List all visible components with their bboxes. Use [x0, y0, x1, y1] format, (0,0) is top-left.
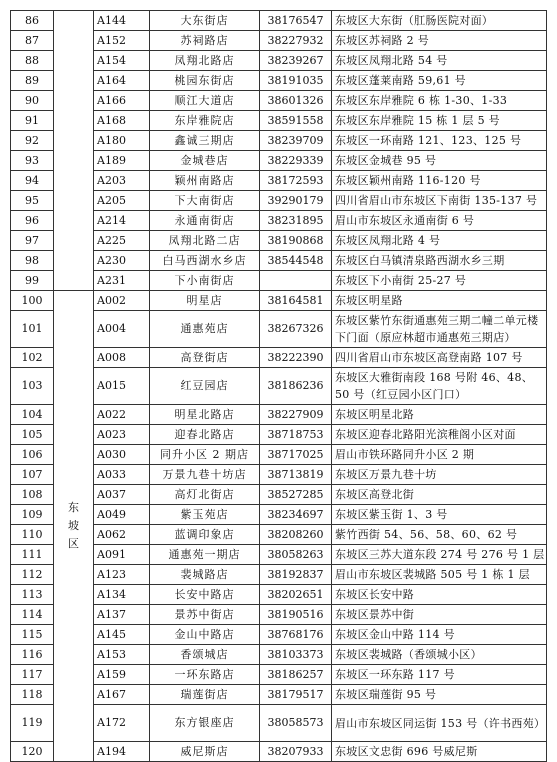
store-phone: 38239709 [260, 131, 332, 151]
store-code: A008 [94, 348, 150, 368]
row-index: 99 [11, 271, 54, 291]
row-index: 116 [11, 645, 54, 665]
store-code: A137 [94, 605, 150, 625]
store-address: 东坡区紫玉街 1、3 号 [332, 505, 547, 525]
store-phone: 38601326 [260, 91, 332, 111]
store-address: 紫竹西街 54、56、58、60、62 号 [332, 525, 547, 545]
row-index: 87 [11, 31, 54, 51]
store-code: A030 [94, 445, 150, 465]
row-index: 114 [11, 605, 54, 625]
store-code: A172 [94, 705, 150, 742]
district-cell-upper [54, 11, 94, 291]
row-index: 104 [11, 405, 54, 425]
store-code: A153 [94, 645, 150, 665]
store-phone: 39290179 [260, 191, 332, 211]
store-phone: 38234697 [260, 505, 332, 525]
store-code: A180 [94, 131, 150, 151]
row-index: 106 [11, 445, 54, 465]
store-address: 东坡区金城巷 95 号 [332, 151, 547, 171]
store-code: A037 [94, 485, 150, 505]
row-index: 109 [11, 505, 54, 525]
row-index: 96 [11, 211, 54, 231]
store-phone: 38208260 [260, 525, 332, 545]
store-address: 东坡区大东街（肛肠医院对面） [332, 11, 547, 31]
store-phone: 38231895 [260, 211, 332, 231]
store-address: 东坡区白马镇清泉路西湖水乡三期 [332, 251, 547, 271]
store-phone: 38172593 [260, 171, 332, 191]
store-table [10, 10, 547, 762]
row-index: 111 [11, 545, 54, 565]
district-cell [54, 291, 94, 762]
store-code: A167 [94, 685, 150, 705]
store-phone: 38718753 [260, 425, 332, 445]
store-address: 东坡区高登北街 [332, 485, 547, 505]
store-name: 一环东路店 [150, 665, 260, 685]
district-label: 东坡区 [68, 501, 79, 550]
store-address: 东坡区明星北路 [332, 405, 547, 425]
store-code: A023 [94, 425, 150, 445]
store-address: 眉山市铁环路同升小区 2 期 [332, 445, 547, 465]
row-index: 119 [11, 705, 54, 742]
row-index: 92 [11, 131, 54, 151]
store-address: 东坡区瑞莲街 95 号 [332, 685, 547, 705]
row-index: 95 [11, 191, 54, 211]
store-name: 下小南街店 [150, 271, 260, 291]
table-row [11, 11, 547, 31]
store-name: 明星店 [150, 291, 260, 311]
store-code: A166 [94, 91, 150, 111]
row-index: 105 [11, 425, 54, 445]
store-address: 眉山市东坡区永通南街 6 号 [332, 211, 547, 231]
row-index: 97 [11, 231, 54, 251]
store-phone: 38058263 [260, 545, 332, 565]
store-name: 瑞莲街店 [150, 685, 260, 705]
store-phone: 38713819 [260, 465, 332, 485]
store-name: 金城巷店 [150, 151, 260, 171]
store-code: A168 [94, 111, 150, 131]
store-phone [260, 271, 332, 291]
store-code: A230 [94, 251, 150, 271]
row-index: 88 [11, 51, 54, 71]
store-address: 东坡区凤翔北路 4 号 [332, 231, 547, 251]
store-code: A164 [94, 71, 150, 91]
store-address: 东坡区景苏中街 [332, 605, 547, 625]
store-address: 四川省眉山市东坡区下南街 135-137 号 [332, 191, 547, 211]
row-index: 89 [11, 71, 54, 91]
store-code: A002 [94, 291, 150, 311]
row-index: 101 [11, 311, 54, 348]
store-code: A152 [94, 31, 150, 51]
store-address: 东坡区明星路 [332, 291, 547, 311]
store-name: 紫玉苑店 [150, 505, 260, 525]
store-address: 眉山市东坡区裴城路 505 号 1 栋 1 层 [332, 565, 547, 585]
store-name: 永通南街店 [150, 211, 260, 231]
store-phone: 38768176 [260, 625, 332, 645]
store-address: 东坡区文忠街 696 号威尼斯 [332, 742, 547, 762]
store-name: 大东街店 [150, 11, 260, 31]
store-name: 通惠苑一期店 [150, 545, 260, 565]
table-row [11, 291, 547, 311]
store-name: 香颂城店 [150, 645, 260, 665]
store-name: 蓝调印象店 [150, 525, 260, 545]
store-code: A144 [94, 11, 150, 31]
store-code: A123 [94, 565, 150, 585]
store-phone: 38239267 [260, 51, 332, 71]
store-phone: 38179517 [260, 685, 332, 705]
row-index: 90 [11, 91, 54, 111]
store-address: 东坡区凤翔北路 54 号 [332, 51, 547, 71]
store-name: 颖州南路店 [150, 171, 260, 191]
store-phone: 38717025 [260, 445, 332, 465]
store-name: 同升小区 2 期店 [150, 445, 260, 465]
store-address: 东坡区东岸雅院 15 栋 1 层 5 号 [332, 111, 547, 131]
row-index: 93 [11, 151, 54, 171]
store-code: A154 [94, 51, 150, 71]
store-address: 东坡区长安中路 [332, 585, 547, 605]
store-code: A231 [94, 271, 150, 291]
row-index: 100 [11, 291, 54, 311]
store-address: 东坡区万景九巷十坊 [332, 465, 547, 485]
store-address: 四川省眉山市东坡区高登南路 107 号 [332, 348, 547, 368]
store-phone: 38164581 [260, 291, 332, 311]
table-body [11, 11, 547, 762]
store-name: 金山中路店 [150, 625, 260, 645]
store-name: 桃园东街店 [150, 71, 260, 91]
store-name: 迎春北路店 [150, 425, 260, 445]
store-name: 东岸雅院店 [150, 111, 260, 131]
store-address: 东坡区蓬莱南路 59,61 号 [332, 71, 547, 91]
row-index: 112 [11, 565, 54, 585]
row-index: 107 [11, 465, 54, 485]
store-phone: 38544548 [260, 251, 332, 271]
store-code: A205 [94, 191, 150, 211]
store-code: A134 [94, 585, 150, 605]
store-name: 高灯北街店 [150, 485, 260, 505]
row-index: 86 [11, 11, 54, 31]
store-code: A062 [94, 525, 150, 545]
store-address: 东坡区裴城路（香颂城小区） [332, 645, 547, 665]
store-phone: 38192837 [260, 565, 332, 585]
store-code: A091 [94, 545, 150, 565]
store-name: 长安中路店 [150, 585, 260, 605]
store-phone: 38207933 [260, 742, 332, 762]
store-address: 东坡区苏祠路 2 号 [332, 31, 547, 51]
store-address: 眉山市东坡区同运街 153 号（许书西苑） [332, 705, 547, 742]
store-code: A189 [94, 151, 150, 171]
store-code: A194 [94, 742, 150, 762]
row-index: 102 [11, 348, 54, 368]
store-name: 凤翔北路二店 [150, 231, 260, 251]
store-phone: 38229339 [260, 151, 332, 171]
store-phone: 38227909 [260, 405, 332, 425]
store-phone: 38186257 [260, 665, 332, 685]
store-address: 东坡区颖州南路 116-120 号 [332, 171, 547, 191]
store-code: A049 [94, 505, 150, 525]
row-index: 118 [11, 685, 54, 705]
store-name: 明星北路店 [150, 405, 260, 425]
store-phone: 38176547 [260, 11, 332, 31]
row-index: 98 [11, 251, 54, 271]
store-code: A159 [94, 665, 150, 685]
store-address: 东坡区迎春北路阳光滨稚阁小区对面 [332, 425, 547, 445]
store-phone: 38222390 [260, 348, 332, 368]
store-phone: 38191035 [260, 71, 332, 91]
row-index: 117 [11, 665, 54, 685]
store-code: A214 [94, 211, 150, 231]
store-phone: 38527285 [260, 485, 332, 505]
store-phone: 38591558 [260, 111, 332, 131]
row-index: 103 [11, 368, 54, 405]
store-code: A033 [94, 465, 150, 485]
store-name: 顺江大道店 [150, 91, 260, 111]
store-name: 白马西湖水乡店 [150, 251, 260, 271]
store-name: 红豆园店 [150, 368, 260, 405]
row-index: 91 [11, 111, 54, 131]
row-index: 108 [11, 485, 54, 505]
row-index: 94 [11, 171, 54, 191]
row-index: 115 [11, 625, 54, 645]
store-name: 高登街店 [150, 348, 260, 368]
store-code: A004 [94, 311, 150, 348]
row-index: 113 [11, 585, 54, 605]
store-name: 东方银座店 [150, 705, 260, 742]
store-address: 东坡区东岸雅院 6 栋 1-30、1-33 [332, 91, 547, 111]
store-code: A225 [94, 231, 150, 251]
store-code: A203 [94, 171, 150, 191]
store-name: 万景九巷十坊店 [150, 465, 260, 485]
store-name: 凤翔北路店 [150, 51, 260, 71]
store-address: 东坡区金山中路 114 号 [332, 625, 547, 645]
store-name: 裴城路店 [150, 565, 260, 585]
store-phone: 38186236 [260, 368, 332, 405]
store-address: 东坡区一环东路 117 号 [332, 665, 547, 685]
store-phone: 38190516 [260, 605, 332, 625]
store-phone: 38202651 [260, 585, 332, 605]
store-code: A015 [94, 368, 150, 405]
store-address: 东坡区大雅街南段 168 号附 46、48、50 号（红豆园小区门口） [332, 368, 547, 405]
store-address: 东坡区下小南街 25-27 号 [332, 271, 547, 291]
store-address: 东坡区三苏大道东段 274 号 276 号 1 层 [332, 545, 547, 565]
store-phone: 38103373 [260, 645, 332, 665]
row-index: 120 [11, 742, 54, 762]
store-code: A022 [94, 405, 150, 425]
store-phone: 38267326 [260, 311, 332, 348]
store-name: 通惠苑店 [150, 311, 260, 348]
store-code: A145 [94, 625, 150, 645]
row-index: 110 [11, 525, 54, 545]
store-phone: 38190868 [260, 231, 332, 251]
store-phone: 38058573 [260, 705, 332, 742]
store-name: 下大南街店 [150, 191, 260, 211]
store-name: 鑫诚三期店 [150, 131, 260, 151]
store-name: 威尼斯店 [150, 742, 260, 762]
store-address: 东坡区紫竹东街通惠苑三期二幢二单元楼下门面（原应林超市通惠苑三期店） [332, 311, 547, 348]
store-phone: 38227932 [260, 31, 332, 51]
store-name: 景苏中街店 [150, 605, 260, 625]
store-address: 东坡区一环南路 121、123、125 号 [332, 131, 547, 151]
store-name: 苏祠路店 [150, 31, 260, 51]
